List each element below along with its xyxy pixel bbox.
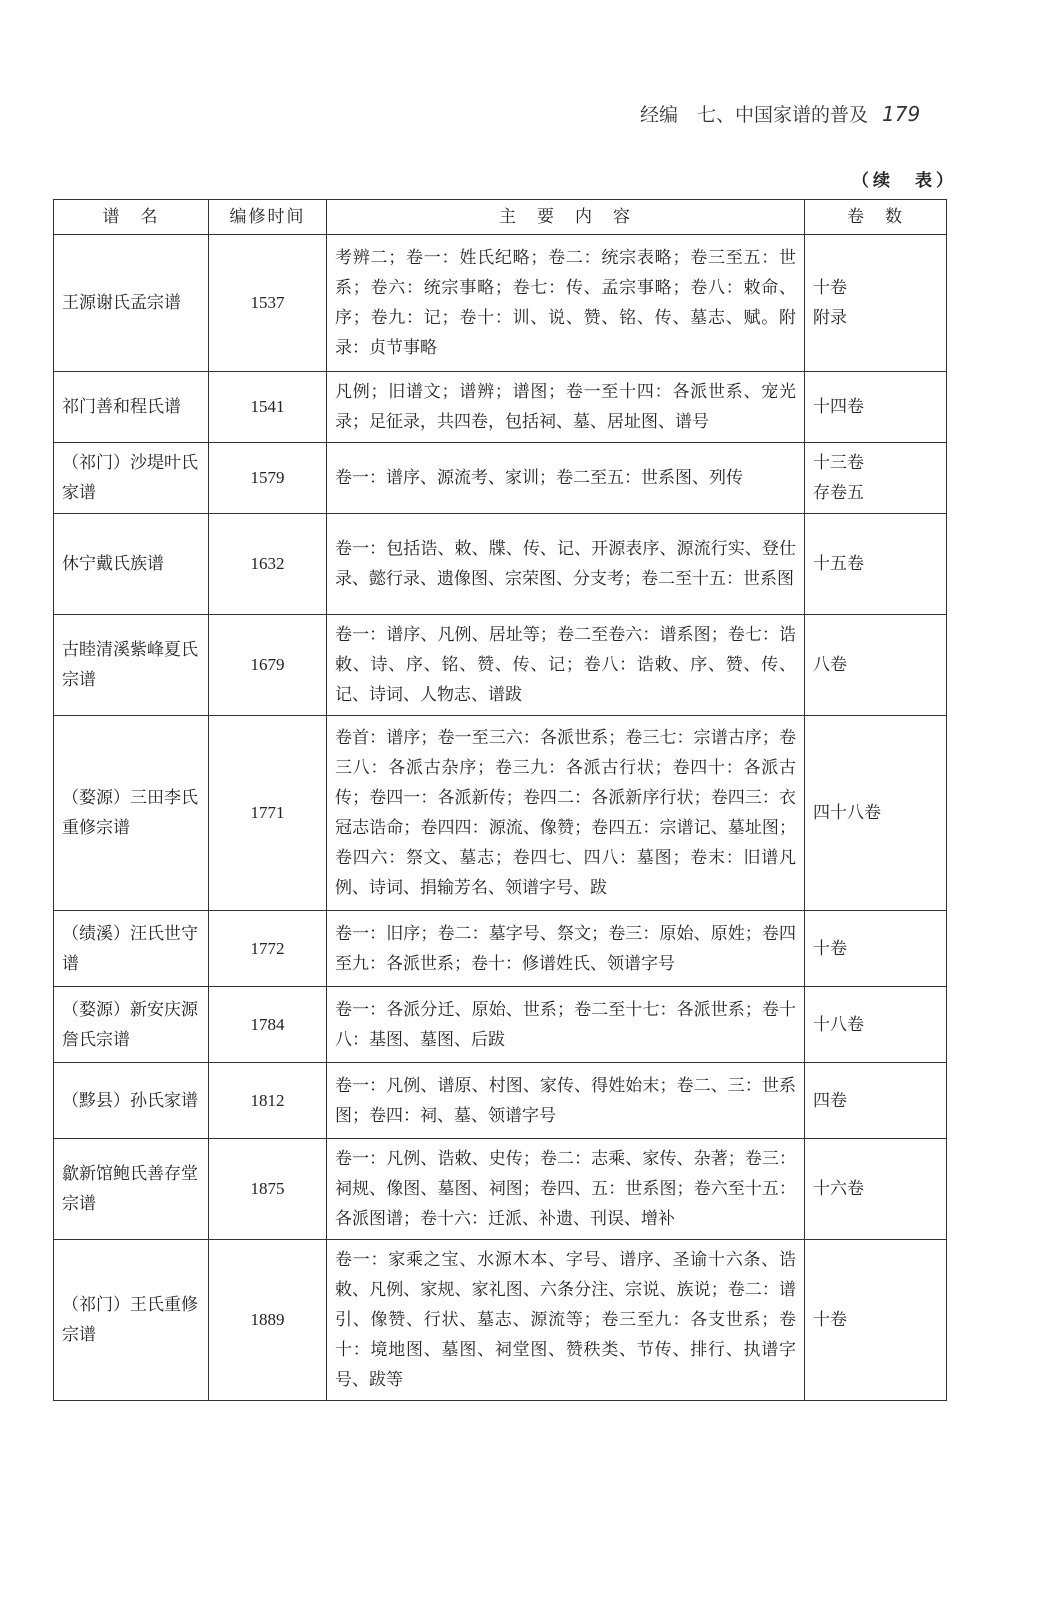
cell-content: 卷首：谱序；卷一至三六：各派世系；卷三七：宗谱古序；卷三八：各派古杂序；卷三九：各派古行状；卷四十：各派古传；卷四一：各派新传；卷四二：各派新序行状；卷四三：衣冠志诰命；卷四四：源流、像赞；卷四五：宗谱记、墓址图；卷四六：祭文、墓志；卷四七、四八：墓图；卷末：旧谱凡例、诗词、捐输芳名、领谱字号、跋 <box>327 716 805 911</box>
continued-label: （续 表） <box>852 171 957 191</box>
cell-content: 卷一：凡例、诰敕、史传；卷二：志乘、家传、杂著；卷三：祠规、像图、墓图、祠图；卷四、五：世系图；卷六至十五：各派图谱；卷十六：迁派、补遗、刊误、增补 <box>327 1139 805 1240</box>
cell-year: 1812 <box>209 1063 327 1139</box>
volume-line: 十三卷 <box>813 453 864 473</box>
cell-name: （绩溪）汪氏世守谱 <box>54 911 209 987</box>
cell-volumes <box>805 1240 947 1401</box>
cell-year: 1679 <box>209 615 327 716</box>
cell-volumes <box>805 615 947 716</box>
table-row <box>54 514 947 615</box>
cell-name: （婺源）三田李氏重修宗谱 <box>54 716 209 911</box>
cell-content: 卷一：家乘之宝、水源木本、字号、谱序、圣谕十六条、诰敕、凡例、家规、家礼图、六条分注、宗说、族说；卷二：谱引、像赞、行状、墓志、源流等；卷三至九：各支世系；卷十：境地图、墓图、祠堂图、赞秩类、节传、排行、执谱字号、跋等 <box>327 1240 805 1401</box>
cell-volumes <box>805 443 947 514</box>
cell-volumes <box>805 987 947 1063</box>
cell-content: 考辨二；卷一：姓氏纪略；卷二：统宗表略；卷三至五：世系；卷六：统宗事略；卷七：传、孟宗事略；卷八：敕命、序；卷九：记；卷十：训、说、赞、铭、传、墓志、赋。附录：贞节事略 <box>327 235 805 372</box>
cell-content: 卷一：谱序、源流考、家训；卷二至五：世系图、列传 <box>327 443 805 514</box>
table-row <box>54 1139 947 1240</box>
genealogy-table <box>53 199 947 1401</box>
volume-line: 十八卷 <box>813 1014 864 1035</box>
table-row <box>54 1240 947 1401</box>
table-row <box>54 372 947 443</box>
cell-volumes <box>805 514 947 615</box>
cell-name: （黟县）孙氏家谱 <box>54 1063 209 1139</box>
cell-year: 1889 <box>209 1240 327 1401</box>
cell-content: 卷一：谱序、凡例、居址等；卷二至卷六：谱系图；卷七：诰敕、诗、序、铭、赞、传、记；卷八：诰敕、序、赞、传、记、诗词、人物志、谱跋 <box>327 615 805 716</box>
table-row <box>54 1063 947 1139</box>
volume-line: 四卷 <box>813 1090 847 1111</box>
volume-line: 四十八卷 <box>813 803 881 823</box>
cell-volumes <box>805 911 947 987</box>
cell-name: （婺源）新安庆源詹氏宗谱 <box>54 987 209 1063</box>
table-row <box>54 716 947 911</box>
cell-year: 1541 <box>209 372 327 443</box>
cell-year: 1784 <box>209 987 327 1063</box>
cell-volumes <box>805 1139 947 1240</box>
cell-name: 祁门善和程氏谱 <box>54 372 209 443</box>
volume-line: 八卷 <box>813 655 847 675</box>
volume-line: 十卷 <box>813 278 847 298</box>
volume-line: 附录 <box>813 308 847 328</box>
cell-year: 1537 <box>209 235 327 372</box>
cell-year: 1632 <box>209 514 327 615</box>
volume-line: 十六卷 <box>813 1179 864 1199</box>
cell-name: （祁门）王氏重修宗谱 <box>54 1240 209 1401</box>
table-row <box>54 987 947 1063</box>
cell-content: 卷一：包括诰、敕、牒、传、记、开源表序、源流行实、登仕录、懿行录、遗像图、宗荣图、分支考；卷二至十五：世系图 <box>327 514 805 615</box>
cell-name: （祁门）沙堤叶氏家谱 <box>54 443 209 514</box>
cell-year: 1579 <box>209 443 327 514</box>
cell-volumes <box>805 1063 947 1139</box>
header-section-title: 经编 七、中国家谱的普及 <box>640 104 869 126</box>
cell-name: 王源谢氏孟宗谱 <box>54 235 209 372</box>
cell-year: 1875 <box>209 1139 327 1240</box>
cell-content: 凡例；旧谱文；谱辨；谱图；卷一至十四：各派世系、宠光录；足征录，共四卷，包括祠、墓、居址图、谱号 <box>327 372 805 443</box>
cell-content: 卷一：旧序；卷二：墓字号、祭文；卷三：原始、原姓；卷四至九：各派世系；卷十：修谱姓氏、领谱字号 <box>327 911 805 987</box>
cell-volumes <box>805 372 947 443</box>
running-header <box>640 100 960 127</box>
cell-content: 卷一：各派分迁、原始、世系；卷二至十七：各派世系；卷十八：基图、墓图、后跋 <box>327 987 805 1063</box>
volume-line: 十卷 <box>813 938 847 959</box>
cell-year: 1771 <box>209 716 327 911</box>
page-number: 179 <box>882 102 921 126</box>
cell-content: 卷一：凡例、谱原、村图、家传、得姓始末；卷二、三：世系图；卷四：祠、墓、领谱字号 <box>327 1063 805 1139</box>
volume-line: 十五卷 <box>813 554 864 574</box>
cell-name: 歙新馆鲍氏善存堂宗谱 <box>54 1139 209 1240</box>
column-header-name: 谱 名 <box>54 200 209 235</box>
column-header-year: 编修时间 <box>209 200 327 235</box>
table-header-row <box>54 200 947 235</box>
column-header-volumes: 卷 数 <box>805 200 947 235</box>
cell-name: 休宁戴氏族谱 <box>54 514 209 615</box>
cell-year: 1772 <box>209 911 327 987</box>
volume-line: 存卷五 <box>813 483 864 503</box>
column-header-content: 主 要 内 容 <box>327 200 805 235</box>
table-row <box>54 615 947 716</box>
table-row <box>54 443 947 514</box>
cell-volumes <box>805 716 947 911</box>
volume-line: 十卷 <box>813 1310 847 1330</box>
cell-name: 古睦清溪紫峰夏氏宗谱 <box>54 615 209 716</box>
cell-volumes <box>805 235 947 372</box>
volume-line: 十四卷 <box>813 397 864 417</box>
table-row <box>54 911 947 987</box>
table-row <box>54 235 947 372</box>
